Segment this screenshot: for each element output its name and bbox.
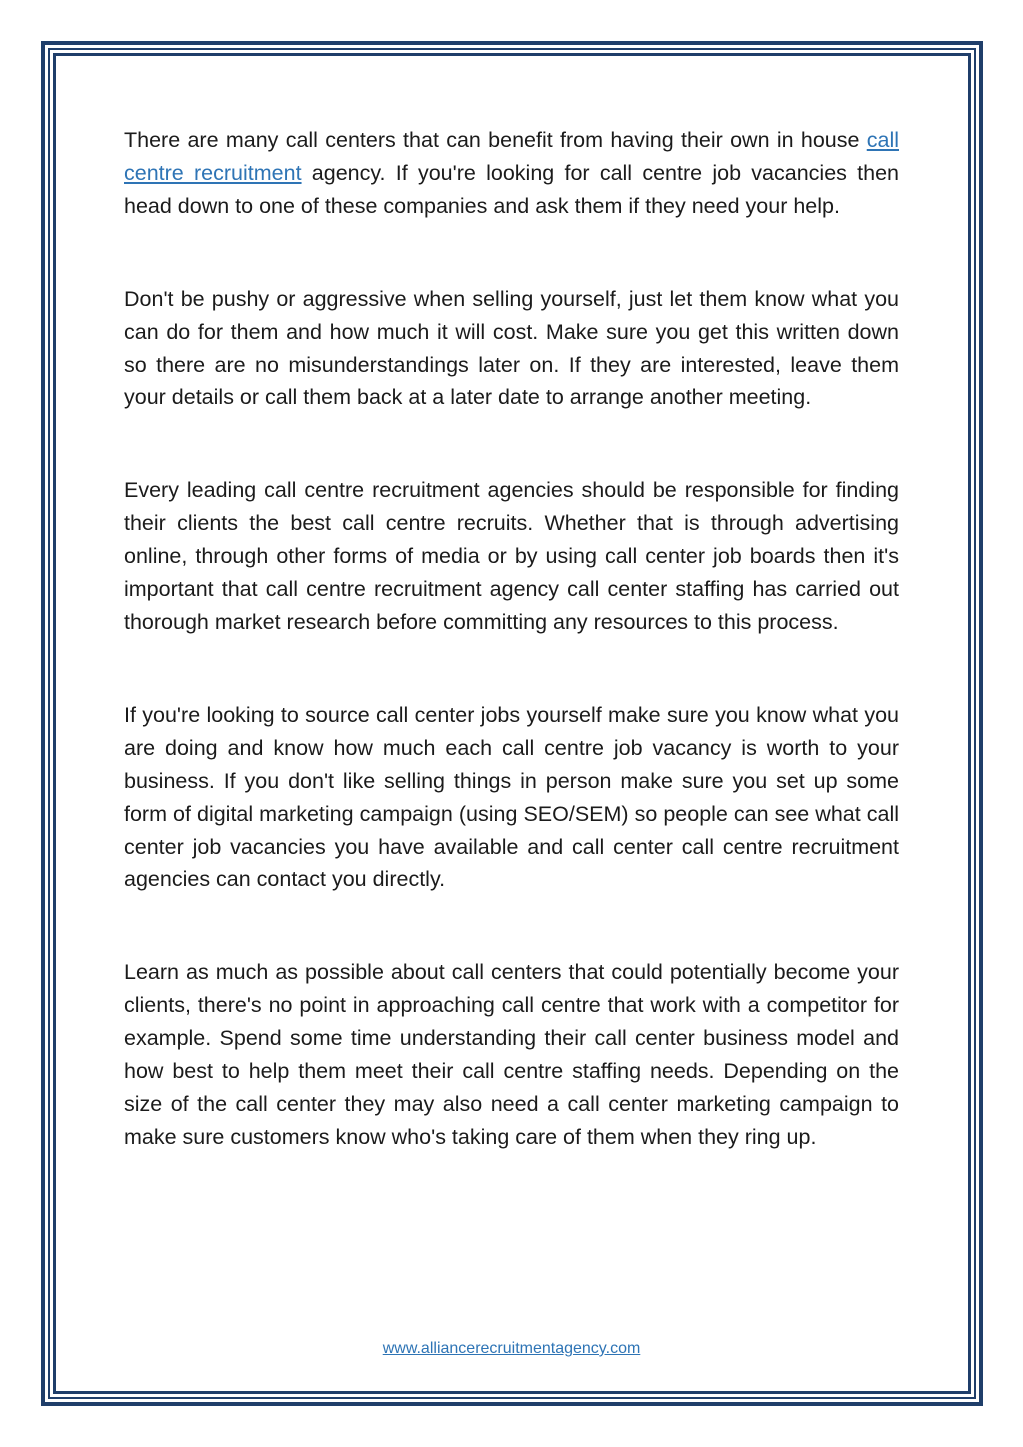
footer-website-link[interactable]: www.alliancerecruitmentagency.com bbox=[382, 1340, 641, 1357]
call-centre-recruitment-link[interactable]: call centre recruitment bbox=[124, 128, 899, 185]
document-body bbox=[124, 124, 899, 1214]
paragraph-1-text-after: agency. If you're looking for call centre job vacancies then head down to one of these companies and ask them if they need your help. bbox=[124, 160, 899, 218]
paragraph-3: Every leading call centre recruitment agencies should be responsible for finding their clients the best call centre recruits. Whether that is through advertising online, through other forms of media or by using call center job boards then it's important that call centre recruitment agency call center staffing has carried out thorough market research before committing any resources to this process. bbox=[124, 478, 899, 634]
paragraph-1-text-before: There are many call centers that can benefit from having their own in house bbox=[124, 128, 867, 152]
paragraph-2: Don't be pushy or aggressive when selling yourself, just let them know what you can do for them and how much it will cost. Make sure you get this written down so there are no misunderstandings later on. If they are interested, leave them your details or call them back at a later date to arrange another meeting. bbox=[124, 286, 899, 410]
page-footer bbox=[0, 1340, 1023, 1358]
paragraph-4: If you're looking to source call center jobs yourself make sure you know what you are doing and know how much each call centre job vacancy is worth to your business. If you don't like selling things in person make sure you set up some form of digital marketing campaign (using SEO/SEM) so people can see what call center job vacancies you have available and call center call centre recruitment agencies can contact you directly. bbox=[124, 702, 899, 892]
paragraph-5: Learn as much as possible about call centers that could potentially become your clients, there's no point in approaching call centre that work with a competitor for example. Spend some time understanding their call center business model and how best to help them meet their call centre staffing needs. Depending on the size of the call center they may also need a call center marketing campaign to make sure customers know who's taking care of them when they ring up. bbox=[124, 960, 899, 1149]
paragraph-1 bbox=[124, 124, 899, 223]
